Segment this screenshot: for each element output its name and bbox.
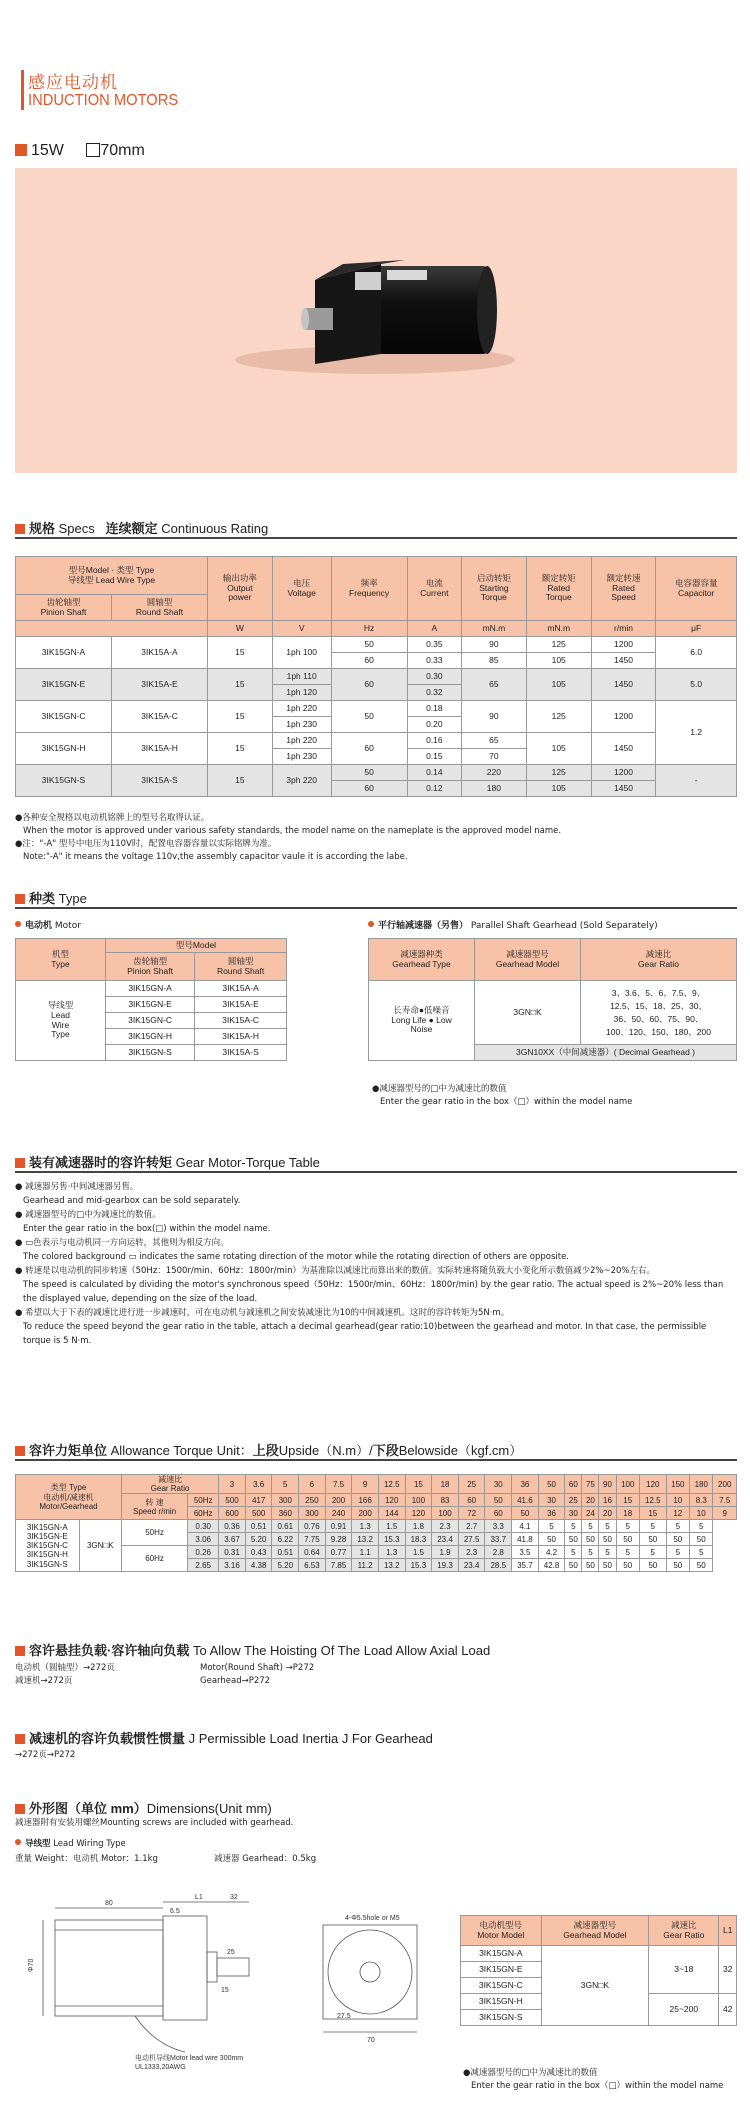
torque-cell: 1.3	[378, 1546, 405, 1559]
speed-cell: 500	[219, 1494, 246, 1507]
speed-cell: 250	[299, 1494, 326, 1507]
speed-cell: 240	[325, 1507, 352, 1520]
speed-cell: 20	[582, 1494, 599, 1507]
speed-cell: 36	[538, 1507, 565, 1520]
speed-cell: 20	[599, 1507, 616, 1520]
ratio-cell: 150	[666, 1475, 689, 1494]
page-title-cn: 感应电动机	[28, 73, 118, 93]
dim-15: 15	[221, 1987, 229, 1994]
dimension-drawing	[15, 1880, 455, 2070]
torque-cell: 4.38	[245, 1559, 272, 1572]
torque-cell: 18.3	[405, 1533, 432, 1546]
torque-cell: 5	[616, 1546, 639, 1559]
torque-cell: 2.3	[432, 1520, 459, 1533]
dims-subtitle: 减速器附有安装用螺丝Mounting screws are included with gearhead.	[15, 1818, 294, 1828]
ratio-cell: 60	[565, 1475, 582, 1494]
gearhead-note: ●减速器型号的□中为减速比的数值 Enter the gear ratio in the box（□）within the model name	[372, 1084, 633, 1107]
dim-25: 25	[227, 1949, 235, 1956]
torque-cell: 19.3	[432, 1559, 459, 1572]
torque-notes: ● 减速器另售·中间减速器另售。 Gearhead and mid-gearbox can be sold separately. ● 减速器型号的□中为减速比的数值。 Enter the gear ratio in the box(□) within the model name. ● ▭色表示与电动机同一方向运转，其他则为相反方向。 The colored background ▭ indicates the same rotating direction of the motor while the rotating direction of others are opposite. ● 转速是以电动机的同步转速（50Hz：1500r/min、60Hz：1800r/min）为基准除以减速比而算出来的数值。实际转速将随负载大小变化所示数值减少2%~20%左右。 The speed is calculated by dividing the motor's synchronous speed（50Hz：1500r/min、60Hz：1800r/min) by the gear ratio. The actual speed is 2%~20% less than the displayed value, depending on the size of the load. ● 希望以大于下表的减速比进行进一步减速时，可在电动机与减速机之间安装减速比为10的中间减速机。这时的容许转矩为5N·m。 To reduce the speed beyond the gear ratio in the table, attach a decimal gearhead(gear ratio:10)between the gearhead and motor. In that case, the permissible torque is 5 N·m.	[15, 1182, 724, 1346]
speed-cell: 100	[432, 1507, 459, 1520]
ratio-cell: 180	[690, 1475, 713, 1494]
torque-cell: 50	[538, 1533, 565, 1546]
torque-cell: 5	[666, 1520, 689, 1533]
square-frame-icon	[86, 143, 100, 157]
ratio-cell: 18	[432, 1475, 459, 1494]
torque-cell: 13.2	[352, 1533, 379, 1546]
divider	[15, 537, 737, 539]
ratio-cell: 30	[485, 1475, 512, 1494]
product-photo	[15, 168, 737, 473]
ratio-cell: 3.6	[245, 1475, 272, 1494]
torque-cell: 28.5	[485, 1559, 512, 1572]
torque-cell: 5	[565, 1546, 582, 1559]
torque-cell: 50	[639, 1559, 666, 1572]
torque-cell: 15.3	[378, 1533, 405, 1546]
model-header	[15, 142, 145, 160]
speed-cell: 200	[352, 1507, 379, 1520]
torque-cell: 33.7	[485, 1533, 512, 1546]
dims-note: ●减速器型号的□中为减速比的数值 Enter the gear ratio in the box（□）within the model name	[463, 2068, 724, 2091]
torque-cell: 11.2	[352, 1559, 379, 1572]
torque-cell: 6.53	[299, 1559, 326, 1572]
specs-table: 型号Model · 类型 Type 导线型 Lead Wire Type 输出功率 Output power 电压 Voltage 频率 Frequency 电流 Current 启动转矩 Starting Torque 额定转矩 Rated Torque 额定转速 Rated Speed 电容器容量 Capacitor 齿轮轴型 Pinion Shaft 圆轴型 Round Shaft W V Hz A mN.m mN.m r/min μF 3IK15GN-A 3IK15A-A 15 1ph 100 50 0.35 90 125 1200 6.0 60 0.33 85 105 1450 3IK15GN-E 3IK15A-E 15 1ph 110 60 0.30 65 105 1450 5.0 1ph 120 0.32 3IK15GN-C 3IK15A-C 15 1ph 220 50 0.18 90 125 1200 1.2 1ph 230 0.20 3IK15GN-H 3IK15A-H 15 1ph 220 60 0.16 65 105 1450 1ph 230 0.15 70 3IK15GN-S 3IK15A-S 15 3ph 220 50 0.14 220 125 1200 - 60 0.12 180 105 1450	[15, 556, 737, 797]
torque-cell: 0.31	[219, 1546, 246, 1559]
torque-cell: 50	[690, 1559, 713, 1572]
torque-cell: 50	[690, 1533, 713, 1546]
torque-cell: 5	[582, 1520, 599, 1533]
torque-cell: 5	[538, 1520, 565, 1533]
torque-cell: 0.43	[245, 1546, 272, 1559]
torque-cell: 50	[565, 1533, 582, 1546]
speed-cell: 12	[666, 1507, 689, 1520]
ratio-cell: 120	[639, 1475, 666, 1494]
speed-cell: 60	[458, 1494, 485, 1507]
ratio-cell: 6	[299, 1475, 326, 1494]
hoist-right: Motor(Round Shaft) →P272 Gearhead→P272	[200, 1663, 315, 1686]
speed-cell: 30	[565, 1507, 582, 1520]
header-accent-bar	[21, 70, 24, 110]
motor-type-table: 机型 Type 型号Model 齿轮轴型 Pinion Shaft 圆轴型 Round Shaft 导线型 Lead Wire Type 3IK15GN-A 3IK15A-A 3IK15GN-E 3IK15A-E 3IK15GN-C 3IK15A-C 3IK15GN-H 3IK15A-H 3IK15GN-S 3IK15A-S	[15, 938, 287, 1061]
speed-cell: 300	[272, 1494, 299, 1507]
torque-section-title: 装有减速器时的容许转矩 Gear Motor-Torque Table	[15, 1152, 320, 1171]
torque-cell: 42.8	[538, 1559, 565, 1572]
torque-cell: 2.7	[458, 1520, 485, 1533]
torque-cell: 13.2	[378, 1559, 405, 1572]
motor-label: 电动机 Motor	[15, 918, 81, 931]
dim-6-5: 6.5	[170, 1908, 180, 1915]
speed-cell: 166	[352, 1494, 379, 1507]
torque-cell: 50	[599, 1559, 616, 1572]
torque-cell: 3.16	[219, 1559, 246, 1572]
speed-cell: 30	[538, 1494, 565, 1507]
torque-cell: 5	[690, 1546, 713, 1559]
dot-bullet-icon	[368, 921, 374, 927]
weight-gearhead: 减速器 Gearhead：0.5kg	[214, 1854, 317, 1864]
dim-70: 70	[367, 2037, 375, 2044]
torque-cell: 0.51	[272, 1546, 299, 1559]
torque-cell: 9.28	[325, 1533, 352, 1546]
torque-cell: 1.1	[352, 1546, 379, 1559]
torque-cell: 5.20	[272, 1559, 299, 1572]
lead-type-label: 导线型 Lead Wiring Type	[15, 1838, 126, 1851]
torque-cell: 0.91	[325, 1520, 352, 1533]
torque-cell: 6.22	[272, 1533, 299, 1546]
speed-cell: 60	[485, 1507, 512, 1520]
torque-cell: 7.85	[325, 1559, 352, 1572]
torque-cell: 5.20	[245, 1533, 272, 1546]
torque-cell: 5	[616, 1520, 639, 1533]
torque-cell: 4.2	[538, 1546, 565, 1559]
ratio-cell: 75	[582, 1475, 599, 1494]
speed-cell: 50	[512, 1507, 539, 1520]
torque-cell: 50	[616, 1533, 639, 1546]
torque-cell: 3.67	[219, 1533, 246, 1546]
torque-cell: 5	[666, 1546, 689, 1559]
dim-holes: 4-Φ5.5hole or M5	[345, 1915, 400, 1922]
torque-cell: 5	[599, 1520, 616, 1533]
ratio-cell: 9	[352, 1475, 379, 1494]
speed-cell: 417	[245, 1494, 272, 1507]
dim-32: 32	[230, 1894, 238, 1901]
dim-80: 80	[105, 1900, 113, 1907]
square-bullet-icon	[15, 1646, 25, 1656]
torque-cell: 1.3	[352, 1520, 379, 1533]
square-bullet-icon	[15, 1446, 25, 1456]
torque-cell: 0.77	[325, 1546, 352, 1559]
torque-cell: 2.3	[458, 1546, 485, 1559]
gearhead-label: 平行轴减速器（另售） Parallel Shaft Gearhead (Sold Separately)	[368, 918, 658, 931]
torque-cell: 50	[666, 1533, 689, 1546]
motor-image	[15, 168, 737, 473]
speed-cell: 25	[565, 1494, 582, 1507]
ratio-cell: 100	[616, 1475, 639, 1494]
torque-cell: 0.36	[219, 1520, 246, 1533]
specs-section-title: 规格 Specs 连续额定 Continuous Rating	[15, 518, 268, 537]
torque-cell: 0.76	[299, 1520, 326, 1533]
torque-cell: 35.7	[512, 1559, 539, 1572]
square-bullet-icon	[15, 894, 25, 904]
torque-cell: 0.64	[299, 1546, 326, 1559]
torque-cell: 50	[582, 1559, 599, 1572]
torque-cell: 5	[565, 1520, 582, 1533]
square-bullet-icon	[15, 1158, 25, 1168]
speed-cell: 83	[432, 1494, 459, 1507]
torque-cell: 5	[639, 1546, 666, 1559]
torque-cell: 50	[616, 1559, 639, 1572]
torque-cell: 2.65	[188, 1559, 219, 1572]
speed-cell: 200	[325, 1494, 352, 1507]
speed-cell: 120	[378, 1494, 405, 1507]
torque-cell: 5	[690, 1520, 713, 1533]
dot-bullet-icon	[15, 921, 21, 927]
torque-cell: 4.1	[512, 1520, 539, 1533]
gearhead-table: 减速器种类 Gearhead Type 减速器型号 Gearhead Model 减速比 Gear Ratio 长寿命●低噪音 Long Life ● Low Noise 3GN□K 3、3.6、5、6、7.5、9、 12.5、15、18、25、30、 36、50、60、75、90、 100、120、150、180、200 3GN10XX（中间减速器）( Decimal Gearhead )	[368, 938, 737, 1061]
torque-cell: 3.06	[188, 1533, 219, 1546]
torque-cell: 1.9	[432, 1546, 459, 1559]
speed-cell: 50	[485, 1494, 512, 1507]
torque-cell: 0.51	[245, 1520, 272, 1533]
square-bullet-icon	[15, 1804, 25, 1814]
page-title-en: INDUCTION MOTORS	[28, 92, 179, 109]
wire-note-cn: 电动机导线Motor lead wire 300mm	[135, 2055, 244, 2062]
torque-cell: 50	[599, 1533, 616, 1546]
inertia-section-title: 减速机的容许负载惯性惯量 J Permissible Load Inertia J For Gearhead	[15, 1728, 433, 1747]
torque-cell: 5	[599, 1546, 616, 1559]
torque-cell: 50	[582, 1533, 599, 1546]
torque-cell: 3.3	[485, 1520, 512, 1533]
speed-cell: 120	[405, 1507, 432, 1520]
ratio-cell: 3	[219, 1475, 246, 1494]
torque-cell: 5	[639, 1520, 666, 1533]
power-rating: 15W	[31, 142, 64, 159]
speed-cell: 16	[599, 1494, 616, 1507]
speed-cell: 12.5	[639, 1494, 666, 1507]
wire-note-en: UL1333,20AWG	[135, 2064, 186, 2070]
frame-size: 70mm	[100, 142, 145, 159]
torque-cell: 50	[639, 1533, 666, 1546]
speed-cell: 300	[299, 1507, 326, 1520]
speed-cell: 9	[713, 1507, 737, 1520]
divider	[15, 907, 737, 909]
dim-27-5: 27.5	[337, 2013, 351, 2020]
ratio-cell: 7.5	[325, 1475, 352, 1494]
square-bullet-icon	[15, 1734, 25, 1744]
torque-cell: 1.5	[405, 1546, 432, 1559]
type-section-title: 种类 Type	[15, 888, 87, 907]
torque-cell: 0.61	[272, 1520, 299, 1533]
speed-cell: 24	[582, 1507, 599, 1520]
speed-cell: 10	[666, 1494, 689, 1507]
speed-cell: 15	[639, 1507, 666, 1520]
dim-phi70: Φ70	[28, 1958, 35, 1972]
torque-cell: 7.75	[299, 1533, 326, 1546]
torque-cell: 1.5	[378, 1520, 405, 1533]
torque-cell: 23.4	[458, 1559, 485, 1572]
allow-section-title: 容许力矩单位 Allowance Torque Unit：上段Upside（N.m）/下段Belowside（kgf.cm）	[15, 1440, 522, 1459]
square-bullet-icon	[15, 524, 25, 534]
ratio-cell: 12.5	[378, 1475, 405, 1494]
speed-cell: 15	[616, 1494, 639, 1507]
hoist-section-title: 容许悬挂负载·容许轴向负载 To Allow The Hoisting Of The Load Allow Axial Load	[15, 1640, 490, 1659]
weight-motor: 重量 Weight：电动机 Motor：1.1kg	[15, 1854, 158, 1864]
torque-cell: 0.30	[188, 1520, 219, 1533]
torque-cell: 15.3	[405, 1559, 432, 1572]
speed-cell: 144	[378, 1507, 405, 1520]
hoist-left: 电动机（圆轴型）→272页 减速机→272页	[15, 1663, 115, 1686]
torque-cell: 2.8	[485, 1546, 512, 1559]
square-bullet-icon	[15, 144, 27, 156]
specs-notes: ●各种安全规格以电动机铭牌上的型号名取得认证。 When the motor is approved under various safety standards, the model name on the nameplate is the approved model name. ●注："-A" 型号中电压为110V时，配置电容器容量以实际铭牌为准。 Note:"-A" it means the voltage 110v,the assembly capacitor vaule it is according the labe.	[15, 813, 562, 862]
ratio-cell: 200	[713, 1475, 737, 1494]
speed-cell: 600	[219, 1507, 246, 1520]
torque-cell: 3.5	[512, 1546, 539, 1559]
torque-cell: 0.26	[188, 1546, 219, 1559]
torque-cell: 50	[565, 1559, 582, 1572]
ratio-cell: 5	[272, 1475, 299, 1494]
speed-cell: 7.5	[713, 1494, 737, 1507]
ratio-cell: 15	[405, 1475, 432, 1494]
torque-cell: 1.8	[405, 1520, 432, 1533]
speed-cell: 10	[690, 1507, 713, 1520]
ratio-cell: 90	[599, 1475, 616, 1494]
speed-cell: 500	[245, 1507, 272, 1520]
torque-cell: 27.5	[458, 1533, 485, 1546]
torque-cell: 5	[582, 1546, 599, 1559]
divider	[15, 1459, 737, 1461]
speed-cell: 8.3	[690, 1494, 713, 1507]
ratio-cell: 50	[538, 1475, 565, 1494]
divider	[15, 1171, 737, 1173]
speed-cell: 72	[458, 1507, 485, 1520]
ratio-cell: 25	[458, 1475, 485, 1494]
torque-cell: 41.8	[512, 1533, 539, 1546]
speed-cell: 100	[405, 1494, 432, 1507]
ratio-cell: 36	[512, 1475, 539, 1494]
speed-cell: 18	[616, 1507, 639, 1520]
dims-section-title: 外形图（单位 mm）Dimensions(Unit mm)	[15, 1798, 272, 1817]
speed-cell: 41.6	[512, 1494, 539, 1507]
dim-l1: L1	[195, 1894, 203, 1901]
dims-table: 电动机型号 Motor Model 减速器型号 Gearhead Model 减速比 Gear Ratio L1 3IK15GN-A 3GN□K 3~18 32 3IK15GN-E 3IK15GN-C 3IK15GN-H 25~200 42 3IK15GN-S	[460, 1915, 737, 2026]
torque-cell: 23.4	[432, 1533, 459, 1546]
allow-torque-table: 类型 Type 电动机/减速机 Motor/Gearhead 减速比 Gear Ratio 3 3.6 5 6 7.5 9 12.5 15 18 25 30 36 50 60 75 90 100 120 150 180 200 转 速 Speed r/min 50Hz 500 417 300 250 200 166 120 100 83 60 50 41.6 30 25 20 16 15 12.5 10 8.3 7.5 60Hz 600 500 360 300 240 200 144 120 100 72 60 50 36 30 24 20 18 15 12 10 9 3IK15GN-A 3IK15GN-E 3IK15GN-C 3IK15GN-H 3IK15GN-S 3GN□K 50Hz 0.30 0.36 0.51 0.61 0.76 0.91 1.3 1.5 1.8 2.3 2.7 3.3 4.1 5 5 5 5 5 5 5 5 3.06 3.67 5.20 6.22 7.75 9.28 13.2 15.3 18.3 23.4 27.5 33.7 41.8 50 50 50 50 50 50 50 50 60Hz 0.26 0.31 0.43 0.51 0.64 0.77 1.1 1.3 1.5 1.9 2.3 2.8 3.5 4.2 5 5 5 5 5 5 5 2.65 3.16 4.38 5.20 6.53 7.85 11.2 13.2 15.3 19.3 23.4 28.5 35.7 42.8 50 50 50 50 50 50 50	[15, 1474, 737, 1572]
dot-bullet-icon	[15, 1839, 21, 1845]
torque-cell: 50	[666, 1559, 689, 1572]
inertia-ref: →272页→P272	[15, 1750, 76, 1760]
speed-cell: 360	[272, 1507, 299, 1520]
